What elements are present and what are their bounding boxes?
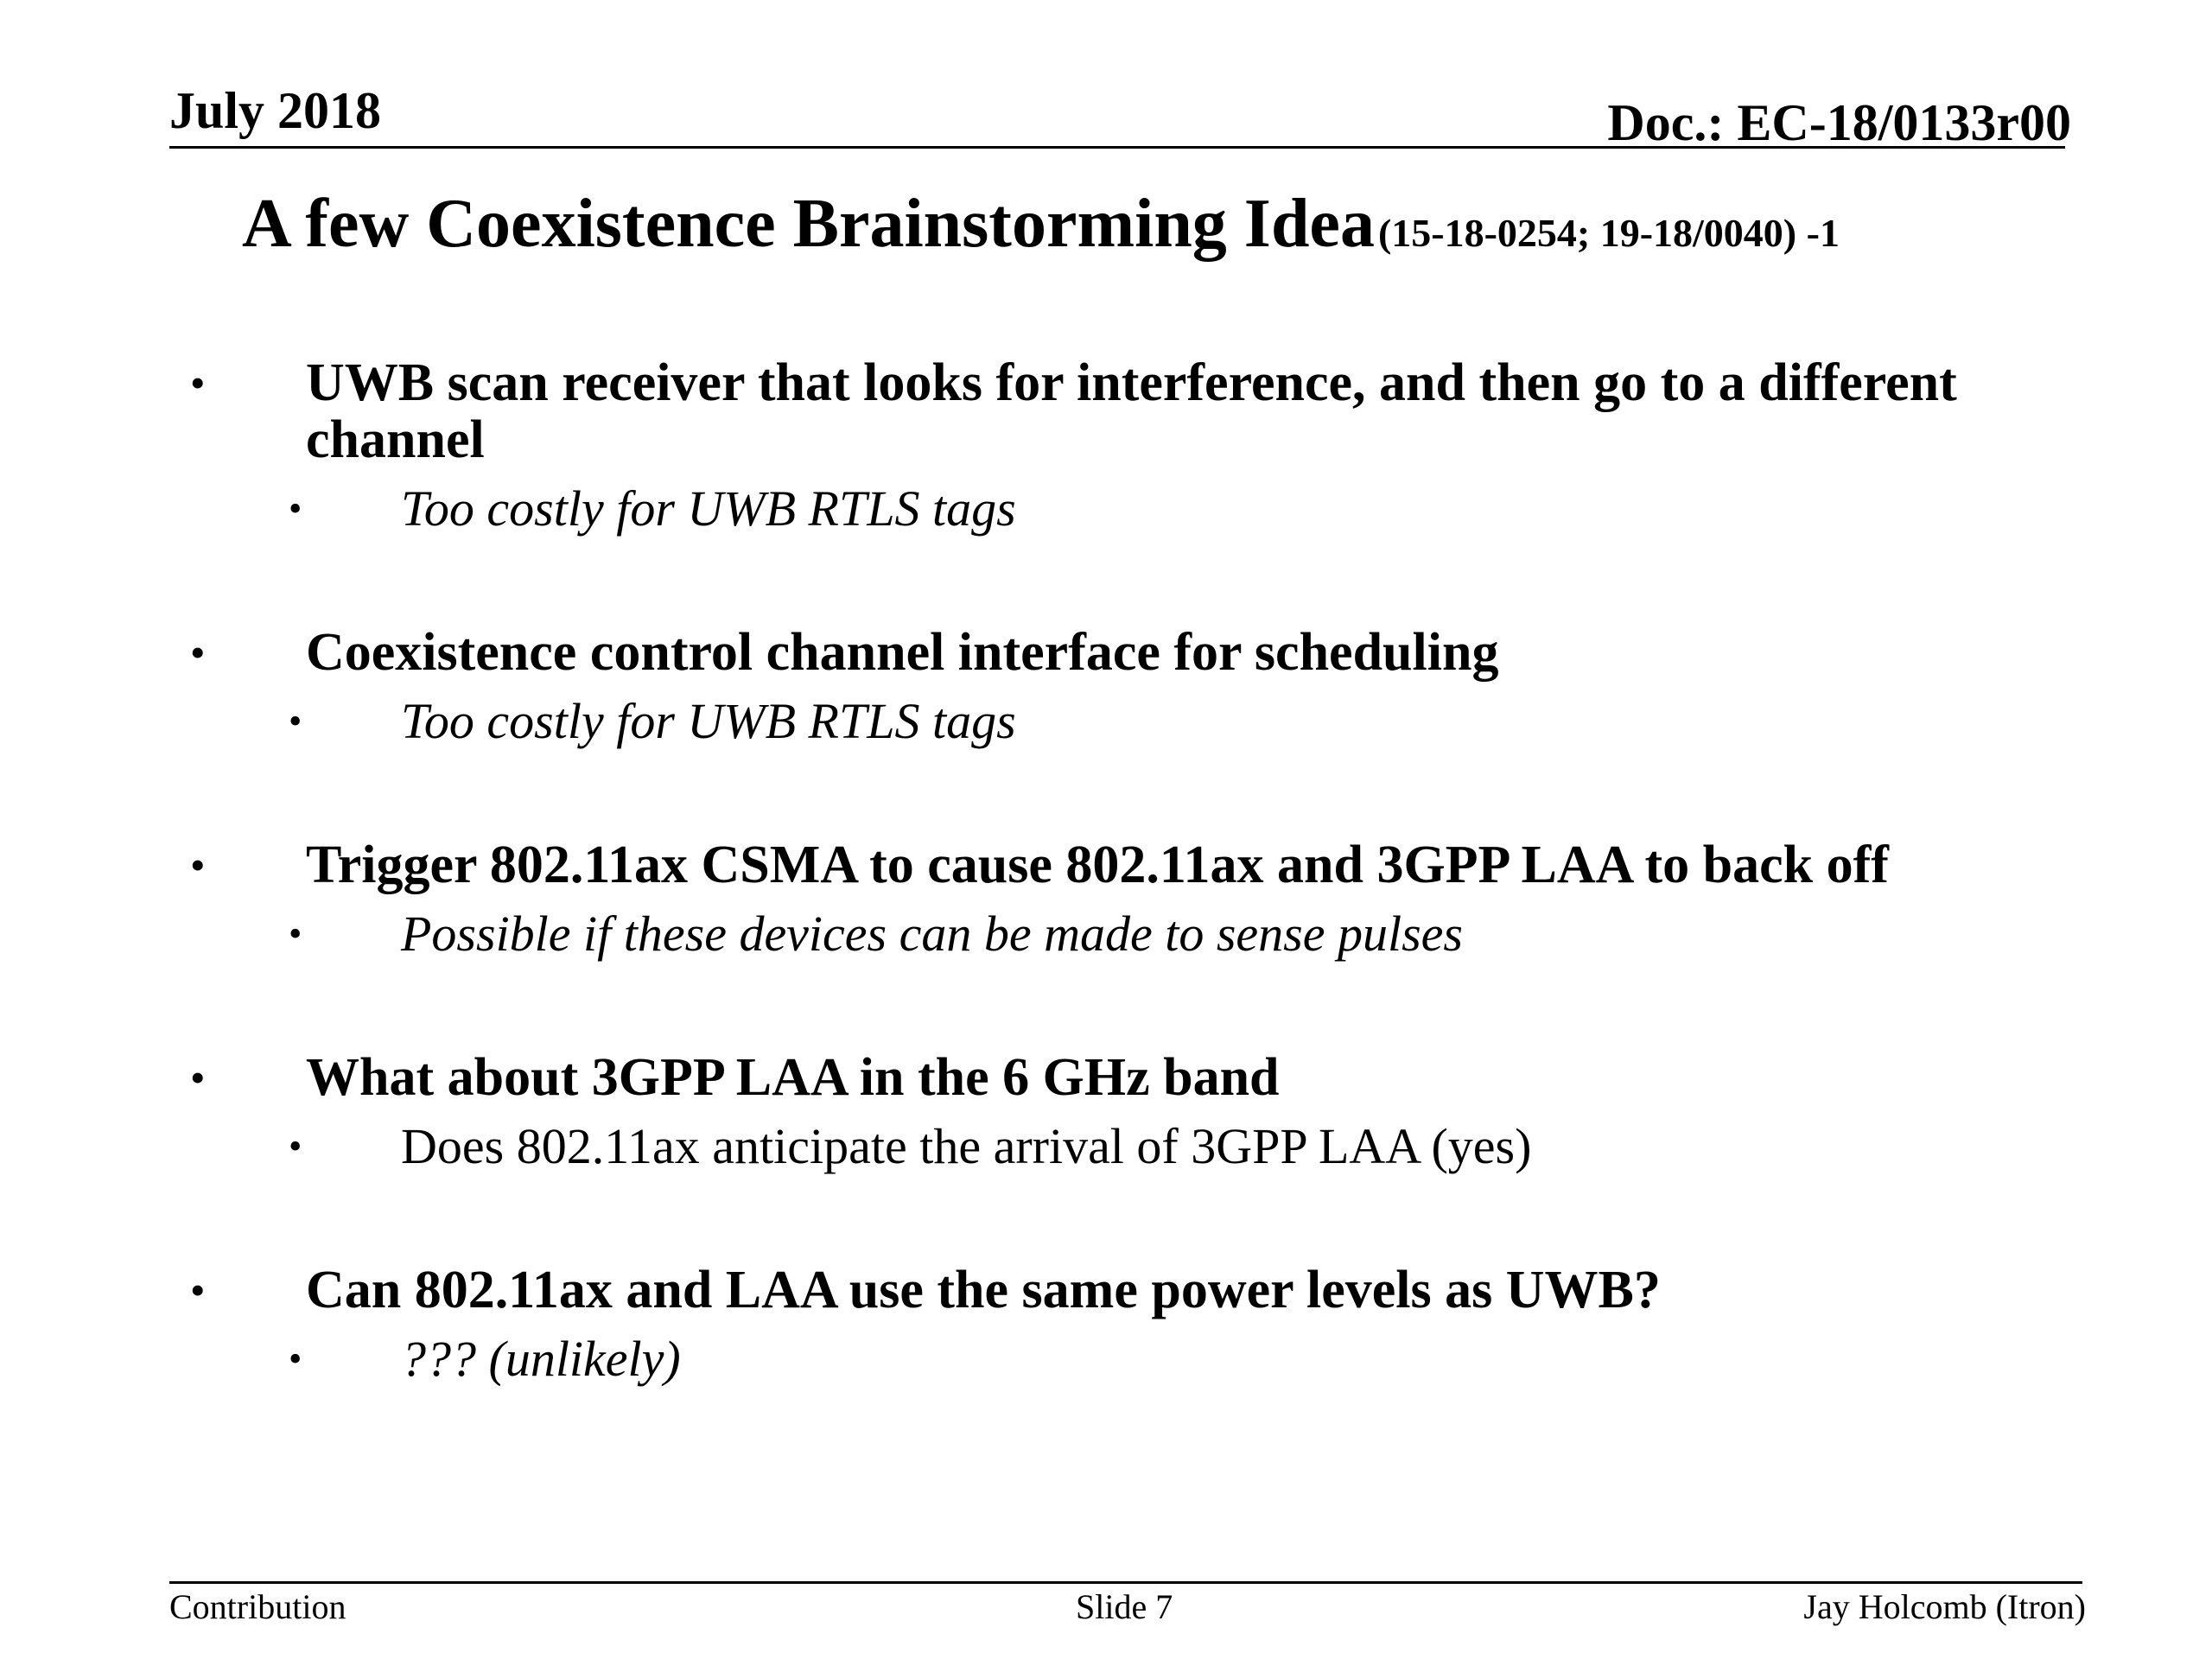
sub-bullet-text: Too costly for UWB RTLS tags <box>401 480 1016 537</box>
sub-bullet-dot-icon: • <box>289 1125 302 1167</box>
sub-bullet-text: Does 802.11ax anticipate the arrival of 3GPP LAA (yes) <box>401 1118 1532 1174</box>
sub-bullet-dot-icon: • <box>289 487 302 530</box>
footer-author: Jay Holcomb (Itron) <box>1803 1587 2086 1626</box>
sub-bullet-text: Possible if these devices can be made to sense pulses <box>401 906 1463 962</box>
sub-bullet-dot-icon: • <box>289 912 302 955</box>
bullet-item <box>190 836 2039 963</box>
sub-bullet-text: Too costly for UWB RTLS tags <box>401 693 1016 749</box>
bullet-dot-icon: • <box>190 1266 206 1314</box>
footer-contribution: Contribution <box>169 1587 346 1626</box>
header-date: July 2018 <box>169 82 382 139</box>
bullet-text: Coexistence control channel interface for scheduling <box>306 623 1499 682</box>
bullet-item <box>190 624 2039 750</box>
bullet-text: What about 3GPP LAA in the 6 GHz band <box>306 1048 1280 1107</box>
sub-bullet-text: ??? (unlikely) <box>401 1331 681 1387</box>
bullet-dot-icon: • <box>190 1053 206 1102</box>
bullet-item <box>190 354 2039 537</box>
bullet-item <box>190 1049 2039 1175</box>
bullet-list <box>190 354 2039 1388</box>
bullet-text: Trigger 802.11ax CSMA to cause 802.11ax and 3GPP LAA to back off <box>306 836 1889 894</box>
bullet-text: Can 802.11ax and LAA use the same power levels as UWB? <box>306 1261 1661 1319</box>
sub-bullet-dot-icon: • <box>289 700 302 742</box>
footer-divider <box>169 1581 2082 1584</box>
bullet-text: UWB scan receiver that looks for interference, and then go to a different channel <box>306 353 1957 469</box>
slide-title <box>242 186 1840 262</box>
bullet-item <box>190 1262 2039 1388</box>
footer-slide-number: Slide 7 <box>1076 1587 1173 1626</box>
slide-title-reference: (15-18-0254; 19-18/0040) -1 <box>1377 211 1840 255</box>
header-doc-number: Doc.: EC-18/0133r00 <box>1607 94 2071 151</box>
sub-bullet-dot-icon: • <box>289 1338 302 1380</box>
bullet-dot-icon: • <box>190 359 206 407</box>
bullet-dot-icon: • <box>190 841 206 889</box>
header-divider <box>169 146 2065 149</box>
slide-title-main: A few Coexistence Brainstorming Idea <box>242 186 1375 262</box>
bullet-dot-icon: • <box>190 628 206 677</box>
